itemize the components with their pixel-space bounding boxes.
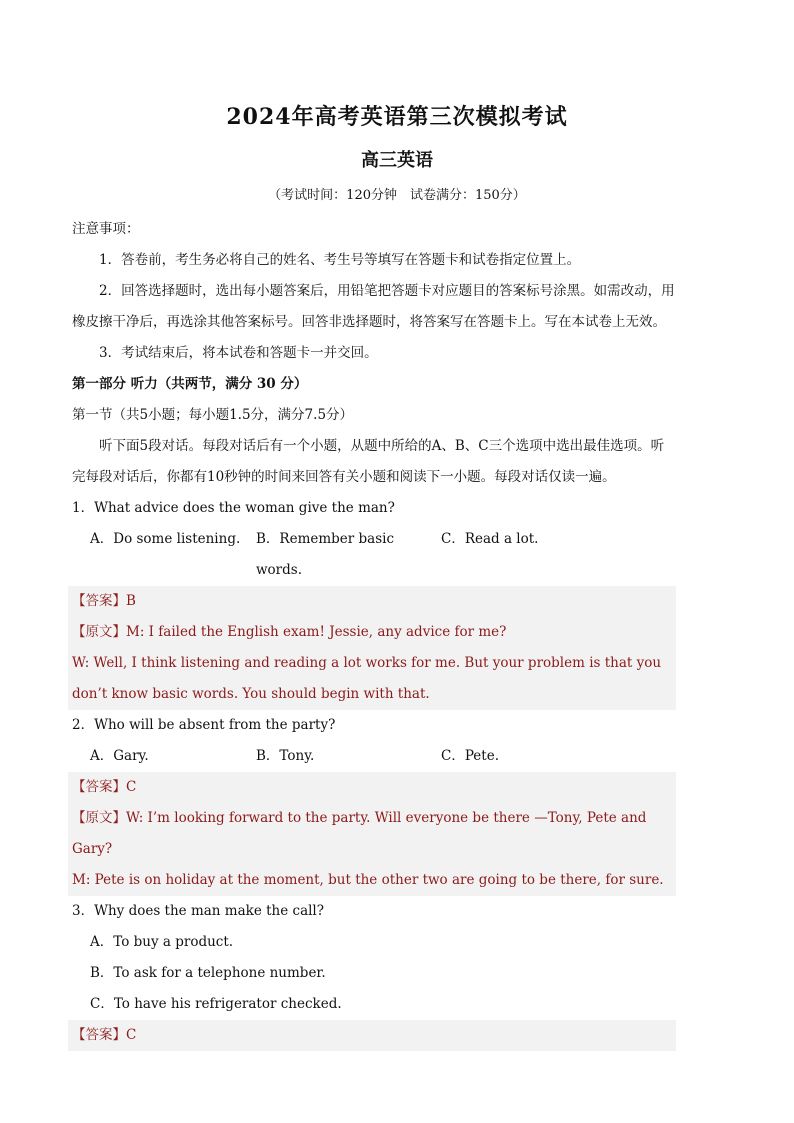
transcript-line: M: Pete is on holiday at the moment, but the other two are going to be there, for sure. [72,872,664,888]
option-a: A．Gary. [90,748,149,764]
answer: 【答案】B [72,593,136,609]
option-b: B．To ask for a telephone number. [90,965,326,981]
listening-instructions: 听下面5段对话。每段对话后有一个小题，从题中所给的A、B、C三个选项中选出最佳选项。听完每段对话后，你都有10秒钟的时间来回答有关小题和阅读下一小题。每段对话仅读一遍。 [72,438,665,485]
page-title: 2024年高考英语第三次模拟考试 [226,104,568,130]
transcript-line: 【原文】W: I’m looking forward to the party. Will everyone be there —Tony, Pete and Gary? [72,810,647,857]
option-b: B．Remember basic words. [256,531,395,578]
question-stem: 3．Why does the man make the call? [72,903,324,919]
answer: 【答案】C [72,779,137,795]
option-a: A．Do some listening. [90,531,241,547]
section1-heading: 第一节（共5小题；每小题1.5分，满分7.5分） [72,407,354,423]
notice-item: 3．考试结束后，将本试卷和答题卡一并交回。 [99,345,378,361]
option-c: C．Read a lot. [441,531,539,547]
option-c: C．Pete. [441,748,500,764]
notice-item: 2．回答选择题时，选出每小题答案后，用铅笔把答题卡对应题目的答案标号涂黑。如需改动，用橡皮擦干净后，再选涂其他答案标号。回答非选择题时，将答案写在答题卡上。写在本试卷上无效。 [72,283,675,330]
answer-box [68,1020,676,1051]
exam-content [72,214,676,1051]
option-c: C．To have his refrigerator checked. [90,996,342,1012]
transcript-line: 【原文】M: I failed the English exam! Jessie, any advice for me? [72,624,507,640]
notice-heading: 注意事项： [72,221,140,237]
question-stem: 2．Who will be absent from the party? [72,717,336,733]
page-subtitle: 高三英语 [361,150,433,171]
notice-item: 1．答卷前，考生务必将自己的姓名、考生号等填写在答题卡和试卷指定位置上。 [99,252,581,268]
transcript-line: W: Well, I think listening and reading a lot works for me. But your problem is that you don’t know basic words. You should begin with that. [72,655,662,702]
answer-box [68,772,676,896]
exam-info: （考试时间：120分钟 试卷满分：150分） [268,188,526,203]
question-options [72,524,676,586]
option-a: A．To buy a product. [90,934,234,950]
part1-heading: 第一部分 听力（共两节，满分 30 分） [72,376,308,392]
option-b: B．Tony. [256,748,315,764]
answer-box [68,586,676,710]
answer: 【答案】C [72,1027,137,1043]
question-stem: 1．What advice does the woman give the man? [72,500,395,516]
question-options [72,741,676,772]
